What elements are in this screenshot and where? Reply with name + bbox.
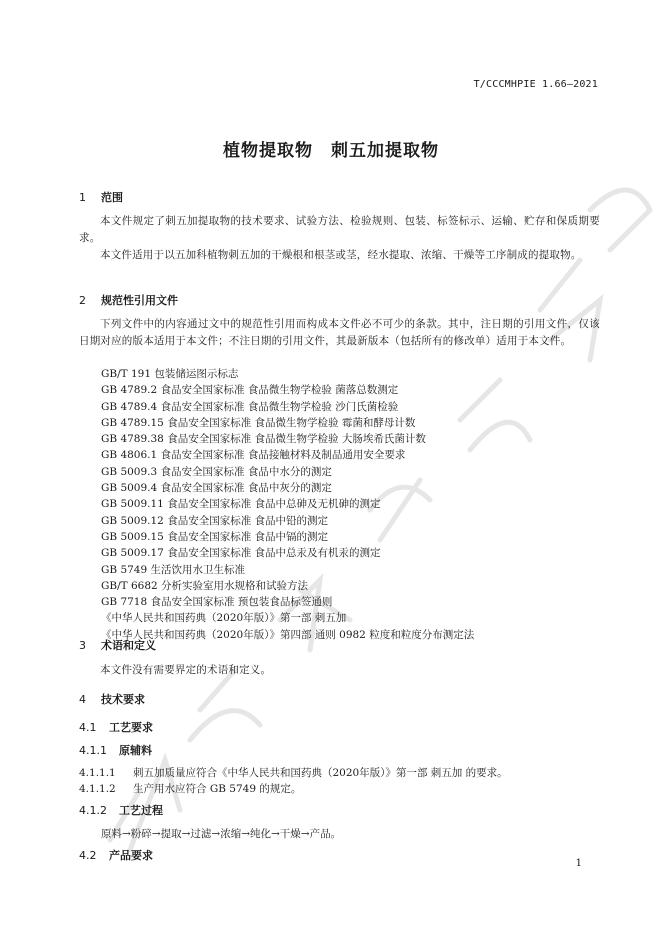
section-number: 1 xyxy=(79,191,86,204)
section-2-intro: 下列文件中的内容通过文中的规范性引用而构成本文件必不可少的条款。其中，注日期的引用文件，仅该日期对应的版本适用于本文件；不注日期的引用文件，其最新版本（包括所有的修改单）适用于本文件。 xyxy=(79,318,600,347)
reference-item: GB 5009.3 食品安全国家标准 食品中水分的测定 xyxy=(101,465,332,478)
subsection-title: 产品要求 xyxy=(109,849,153,862)
clause-number: 4.1.1.1 xyxy=(79,767,116,779)
reference-item: 《中华人民共和国药典（2020年版）》第四部 通则 0982 粒度和粒度分布测定法 xyxy=(101,628,475,641)
process-flow-text: 原料→粉碎→提取→过滤→浓缩→纯化→干燥→产品。 xyxy=(101,828,342,840)
section-3-paragraph: 本文件没有需要界定的术语和定义。 xyxy=(100,664,272,676)
section-4-heading xyxy=(79,691,145,707)
reference-item: GB 5009.4 食品安全国家标准 食品中灰分的测定 xyxy=(101,482,332,495)
section-title: 术语和定义 xyxy=(101,639,156,652)
clause-number: 4.1.1.2 xyxy=(79,783,116,795)
document-title: 植物提取物 刺五加提取物 xyxy=(223,141,439,161)
clause-4-1-1-1 xyxy=(79,765,508,780)
section-title: 范围 xyxy=(101,191,123,204)
section-1-heading xyxy=(79,189,123,205)
section-number: 4 xyxy=(79,693,86,706)
subsection-title: 原辅料 xyxy=(119,744,152,757)
reference-item: GB 4789.2 食品安全国家标准 食品微生物学检验 菌落总数测定 xyxy=(101,384,399,397)
subsection-4-1-2-heading xyxy=(79,802,163,818)
section-title: 规范性引用文件 xyxy=(101,294,178,307)
section-title: 技术要求 xyxy=(101,693,145,706)
section-1-paragraph-2: 本文件适用于以五加科植物刺五加的干燥根和根茎或茎，经水提取、浓缩、干燥等工序制成的提取物。 xyxy=(100,249,582,261)
reference-item: 《中华人民共和国药典（2020年版）》第一部 刺五加 xyxy=(101,612,347,625)
subsection-4-2-heading xyxy=(79,847,153,863)
clause-text: 生产用水应符合 GB 5749 的规定。 xyxy=(133,783,302,795)
clause-4-1-1-2 xyxy=(79,781,301,796)
reference-item: GB 5009.17 食品安全国家标准 食品中总汞及有机汞的测定 xyxy=(101,547,381,560)
reference-item: GB 4789.15 食品安全国家标准 食品微生物学检验 霉菌和酵母计数 xyxy=(101,416,416,429)
reference-item: GB 5009.11 食品安全国家标准 食品中总砷及无机砷的测定 xyxy=(101,498,381,511)
reference-item: GB 4789.38 食品安全国家标准 食品微生物学检验 大肠埃希氏菌计数 xyxy=(101,433,426,446)
section-3-heading xyxy=(79,637,156,653)
page-number: 1 xyxy=(575,858,582,869)
section-number: 2 xyxy=(79,294,86,307)
section-2-heading xyxy=(79,292,178,308)
clause-text: 刺五加质量应符合《中华人民共和国药典（2020年版）》第一部 刺五加 的要求。 xyxy=(133,767,508,779)
reference-item: GB 5749 生活饮用水卫生标准 xyxy=(101,563,246,576)
subsection-4-1-1-heading xyxy=(79,742,152,758)
reference-item: GB 7718 食品安全国家标准 预包装食品标签通则 xyxy=(101,596,333,609)
reference-item: GB/T 191 包装储运图示标志 xyxy=(101,368,239,380)
reference-item: GB 4806.1 食品安全国家标准 食品接触材料及制品通用安全要求 xyxy=(101,449,406,462)
subsection-number: 4.1 xyxy=(79,721,97,734)
section-1-paragraph-1: 本文件规定了刺五加提取物的技术要求、试验方法、检验规则、包装、标签标示、运输、贮存和保质期要求。 xyxy=(79,215,600,244)
section-number: 3 xyxy=(79,639,86,652)
reference-item: GB 5009.12 食品安全国家标准 食品中铅的测定 xyxy=(101,514,329,527)
reference-list xyxy=(101,366,474,643)
standard-code: T/CCCMHPIE 1.66—2021 xyxy=(473,79,598,90)
subsection-number: 4.2 xyxy=(79,849,97,862)
subsection-title: 工艺过程 xyxy=(119,804,163,817)
reference-item: GB 4789.4 食品安全国家标准 食品微生物学检验 沙门氏菌检验 xyxy=(101,400,399,413)
subsection-number: 4.1.1 xyxy=(79,744,107,757)
reference-item: GB 5009.15 食品安全国家标准 食品中镉的测定 xyxy=(101,530,329,543)
subsection-number: 4.1.2 xyxy=(79,804,107,817)
reference-item: GB/T 6682 分析实验室用水规格和试验方法 xyxy=(101,579,309,592)
subsection-title: 工艺要求 xyxy=(109,721,153,734)
subsection-4-1-heading xyxy=(79,719,153,735)
